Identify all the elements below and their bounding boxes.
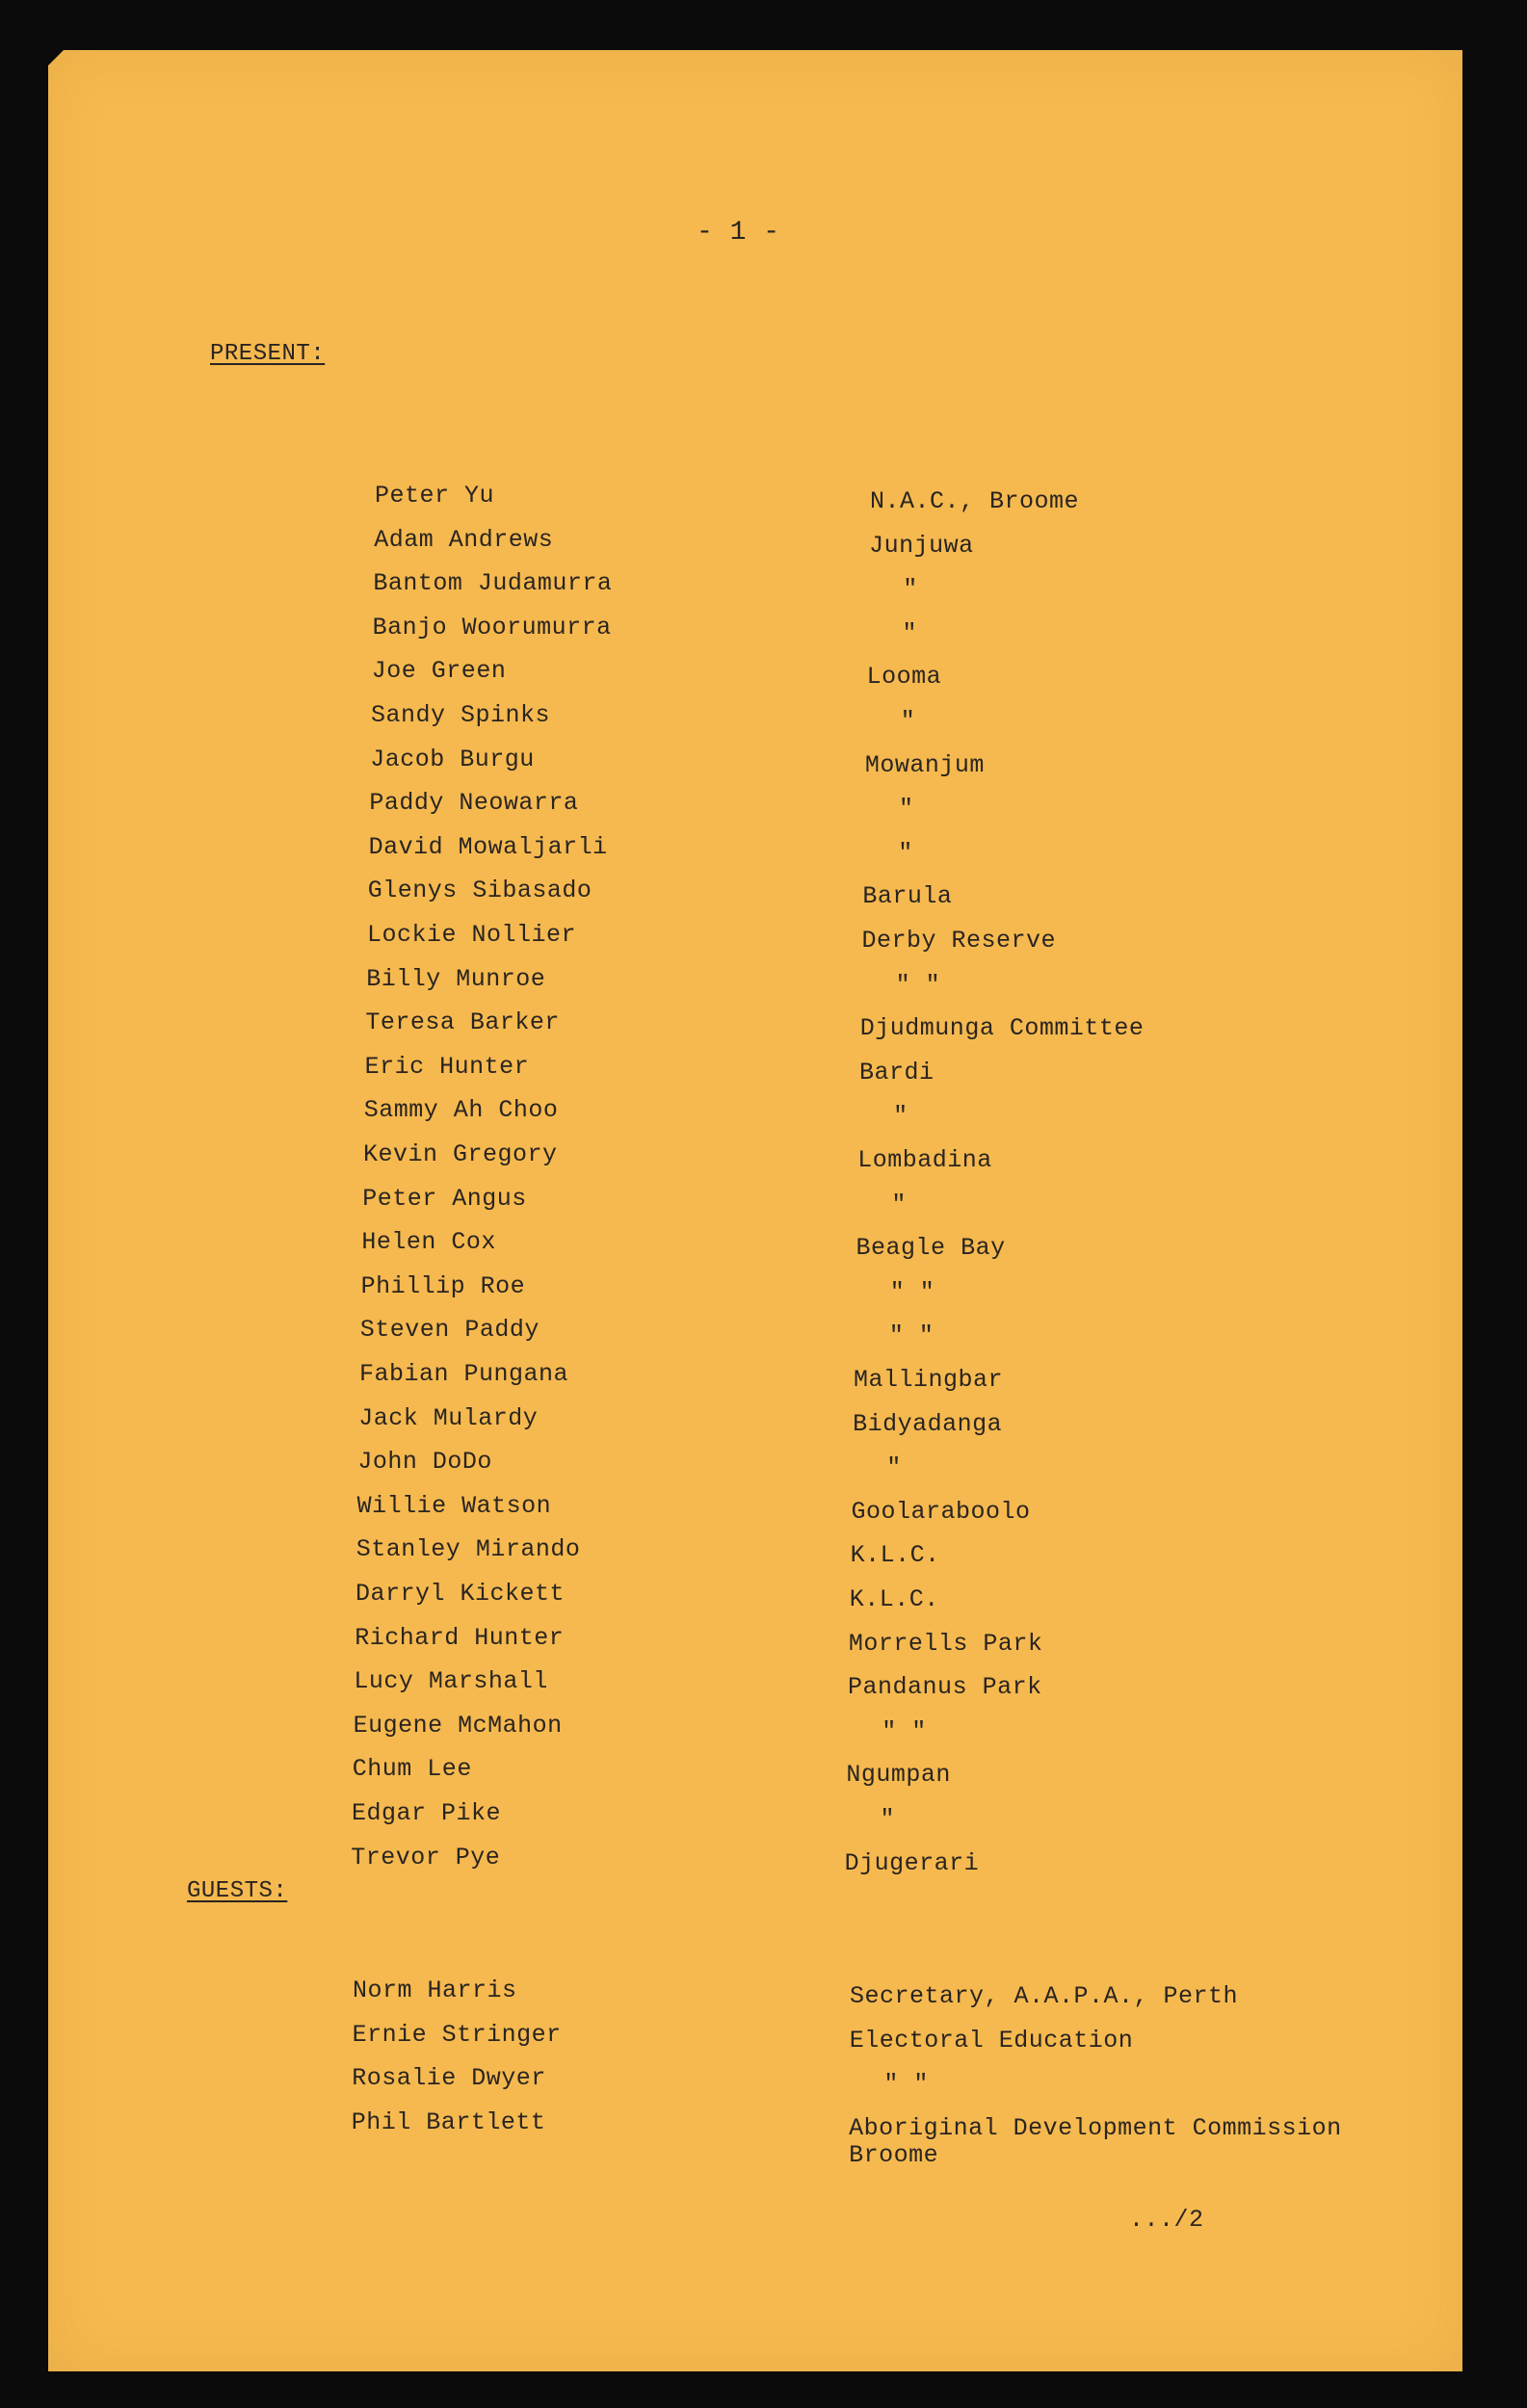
present-org: K.L.C. bbox=[849, 1585, 939, 1613]
present-name: Lucy Marshall bbox=[354, 1667, 548, 1696]
guests-name: Rosalie Dwyer bbox=[352, 2064, 546, 2092]
guests-heading: GUESTS: bbox=[187, 1878, 288, 1904]
present-org: Mowanjum bbox=[864, 750, 985, 779]
present-org: Morrells Park bbox=[848, 1629, 1043, 1658]
page-number: - 1 - bbox=[697, 218, 780, 248]
present-name: Eric Hunter bbox=[364, 1052, 530, 1081]
present-org: " bbox=[898, 838, 913, 867]
present-org: " bbox=[893, 1102, 908, 1131]
present-name: Paddy Neowarra bbox=[369, 789, 579, 818]
present-org: " bbox=[900, 707, 916, 735]
guests-name: Phil Bartlett bbox=[351, 2107, 546, 2136]
present-org: Bardi bbox=[858, 1058, 935, 1086]
present-name: Teresa Barker bbox=[365, 1008, 560, 1037]
guests-name: Ernie Stringer bbox=[352, 2020, 562, 2049]
present-name: John DoDo bbox=[357, 1448, 492, 1477]
present-heading: PRESENT: bbox=[210, 341, 326, 367]
present-name: Billy Munroe bbox=[366, 964, 546, 993]
present-name: Steven Paddy bbox=[359, 1316, 540, 1345]
present-org: " " bbox=[888, 1322, 935, 1350]
continuation-marker: .../2 bbox=[1129, 2206, 1204, 2234]
present-name: Stanley Mirando bbox=[355, 1535, 581, 1564]
present-org: Djugerari bbox=[844, 1848, 980, 1877]
present-name: Chum Lee bbox=[352, 1755, 472, 1784]
present-name: Sandy Spinks bbox=[371, 701, 551, 729]
present-org: Bidyadanga bbox=[853, 1409, 1003, 1438]
present-org: K.L.C. bbox=[850, 1541, 940, 1570]
document-page bbox=[48, 50, 1462, 2371]
present-org: " bbox=[891, 1190, 907, 1218]
present-name: Darryl Kickett bbox=[355, 1580, 566, 1608]
present-name: Jacob Burgu bbox=[370, 745, 535, 773]
present-name: Richard Hunter bbox=[355, 1623, 565, 1652]
present-name: David Mowaljarli bbox=[368, 832, 608, 861]
present-org: " " bbox=[889, 1277, 935, 1306]
present-org: Beagle Bay bbox=[856, 1234, 1006, 1263]
present-name: Lockie Nollier bbox=[367, 921, 577, 949]
present-org: Pandanus Park bbox=[848, 1673, 1042, 1702]
present-org: Derby Reserve bbox=[861, 927, 1057, 955]
present-name: Trevor Pye bbox=[351, 1843, 501, 1871]
present-name: Fabian Pungana bbox=[359, 1360, 569, 1388]
guests-org: " " bbox=[883, 2070, 929, 2098]
present-org: " " bbox=[882, 1716, 927, 1745]
guests-org-line2: Broome bbox=[849, 2140, 939, 2169]
guests-org: Secretary, A.A.P.A., Perth bbox=[850, 1982, 1239, 2010]
guests-org: Electoral Education bbox=[849, 2026, 1134, 2055]
guests-org: Aboriginal Development Commission bbox=[849, 2113, 1342, 2142]
present-name: Glenys Sibasado bbox=[367, 877, 592, 905]
present-name: Kevin Gregory bbox=[363, 1140, 558, 1168]
present-org: " bbox=[880, 1805, 896, 1833]
present-name: Peter Yu bbox=[375, 482, 495, 510]
present-org: Barula bbox=[862, 882, 953, 911]
present-name: Edgar Pike bbox=[352, 1799, 502, 1827]
present-name: Helen Cox bbox=[361, 1228, 496, 1257]
present-org: Looma bbox=[866, 663, 942, 692]
present-org: Goolaraboolo bbox=[851, 1497, 1031, 1526]
present-org: Junjuwa bbox=[869, 531, 974, 560]
present-org: Lombadina bbox=[857, 1146, 992, 1174]
present-org: " bbox=[886, 1453, 902, 1482]
present-org: Djudmunga Committee bbox=[859, 1014, 1145, 1043]
present-org: Mallingbar bbox=[854, 1366, 1004, 1394]
present-org: Ngumpan bbox=[846, 1761, 951, 1790]
present-name: Banjo Woorumurra bbox=[372, 613, 612, 641]
present-name: Jack Mulardy bbox=[358, 1403, 539, 1432]
present-org: N.A.C., Broome bbox=[870, 487, 1080, 515]
present-org: " bbox=[903, 575, 918, 604]
present-name: Willie Watson bbox=[356, 1491, 552, 1520]
present-org: " bbox=[902, 618, 917, 647]
present-name: Joe Green bbox=[371, 657, 507, 686]
present-name: Phillip Roe bbox=[360, 1271, 526, 1300]
present-name: Bantom Judamurra bbox=[373, 569, 613, 598]
present-name: Eugene McMahon bbox=[353, 1711, 563, 1740]
present-name: Adam Andrews bbox=[374, 525, 554, 554]
present-name: Sammy Ah Choo bbox=[363, 1096, 559, 1125]
present-org: " bbox=[899, 795, 914, 824]
guests-name: Norm Harris bbox=[353, 1976, 517, 2004]
present-org: " " bbox=[895, 970, 941, 999]
present-name: Peter Angus bbox=[362, 1184, 527, 1213]
